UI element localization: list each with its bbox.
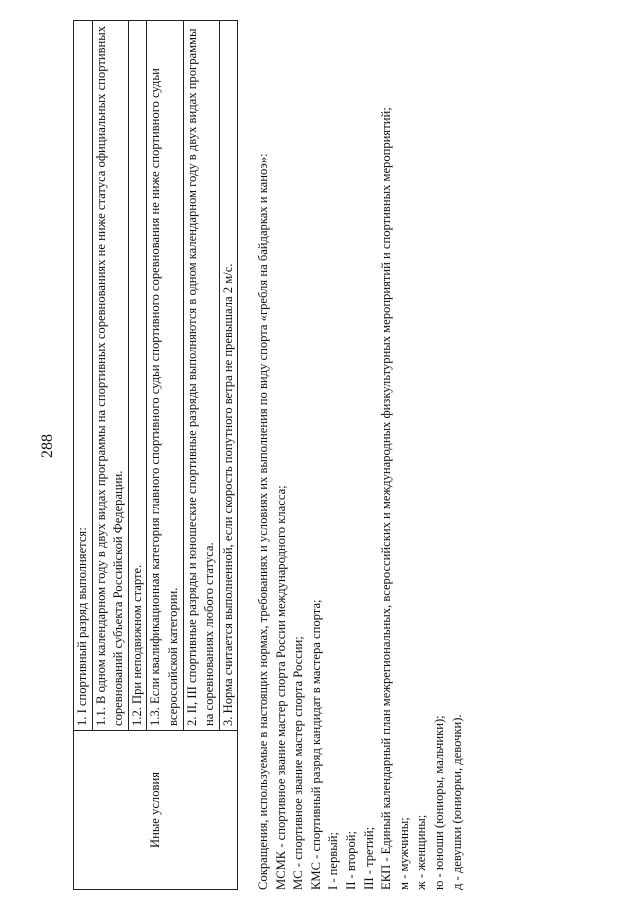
- condition-item: 1. I спортивный разряд выполняется:: [74, 21, 93, 730]
- condition-item: 1.3. Если квалификационная категория главного спортивного судьи спортивного соревнования не ниже спортивного судьи всероссийской категории.: [147, 21, 183, 730]
- abbreviation-line: ЕКП - Единый календарный план межрегиональных, всероссийских и международных физкультурных мероприятий и спортивных мероприятий;: [379, 107, 394, 890]
- abbreviation-line: КМС - спортивный разряд кандидат в мастера спорта;: [308, 599, 323, 890]
- abbreviations-intro: Сокращения, используемые в настоящих нормах, требованиях и условиях их выполнения по виду спорта «гребля на байдарках и каноэ»:: [256, 153, 270, 890]
- condition-item: 3. Норма считается выполненной, если скорость попутного ветра не превышала 2 м/с.: [220, 263, 235, 726]
- table-row: [74, 21, 238, 890]
- conditions-label-cell: Иные условия: [74, 731, 238, 890]
- abbreviation-line: I - первый;: [326, 832, 341, 890]
- conditions-content-cell: [74, 21, 238, 731]
- abbreviation-line: д - девушки (юниорки, девочки).: [449, 714, 464, 890]
- abbreviation-line: МСМК - спортивное звание мастер спорта России международного класса;: [273, 485, 288, 890]
- abbreviations-block: [255, 30, 466, 890]
- rotated-page: [35, 10, 625, 890]
- condition-item: 2. II, III спортивные разряды и юношеские спортивные разряды выполняются в одном календарном году в двух видах программы на соревнованиях любого статуса.: [184, 21, 220, 730]
- abbreviation-line: ж - женщины;: [414, 814, 429, 890]
- abbreviation-line: м - мужчины;: [396, 817, 411, 890]
- condition-item: 1.1. В одном календарном году в двух видах программы на спортивных соревнованиях не ниже статуса официальных спортивных соревнований субъекта Российской Федерации.: [93, 21, 129, 730]
- abbreviation-line: II - второй;: [343, 831, 358, 890]
- abbreviation-line: III - третий;: [361, 826, 376, 890]
- conditions-table: [73, 20, 238, 890]
- abbreviation-line: ю - юноши (юниоры, мальчики);: [431, 715, 446, 890]
- abbreviation-line: МС - спортивное звание мастер спорта России;: [291, 636, 306, 890]
- page-number: 288: [39, 434, 56, 458]
- condition-item: 1.2. При неподвижном старте.: [129, 21, 148, 730]
